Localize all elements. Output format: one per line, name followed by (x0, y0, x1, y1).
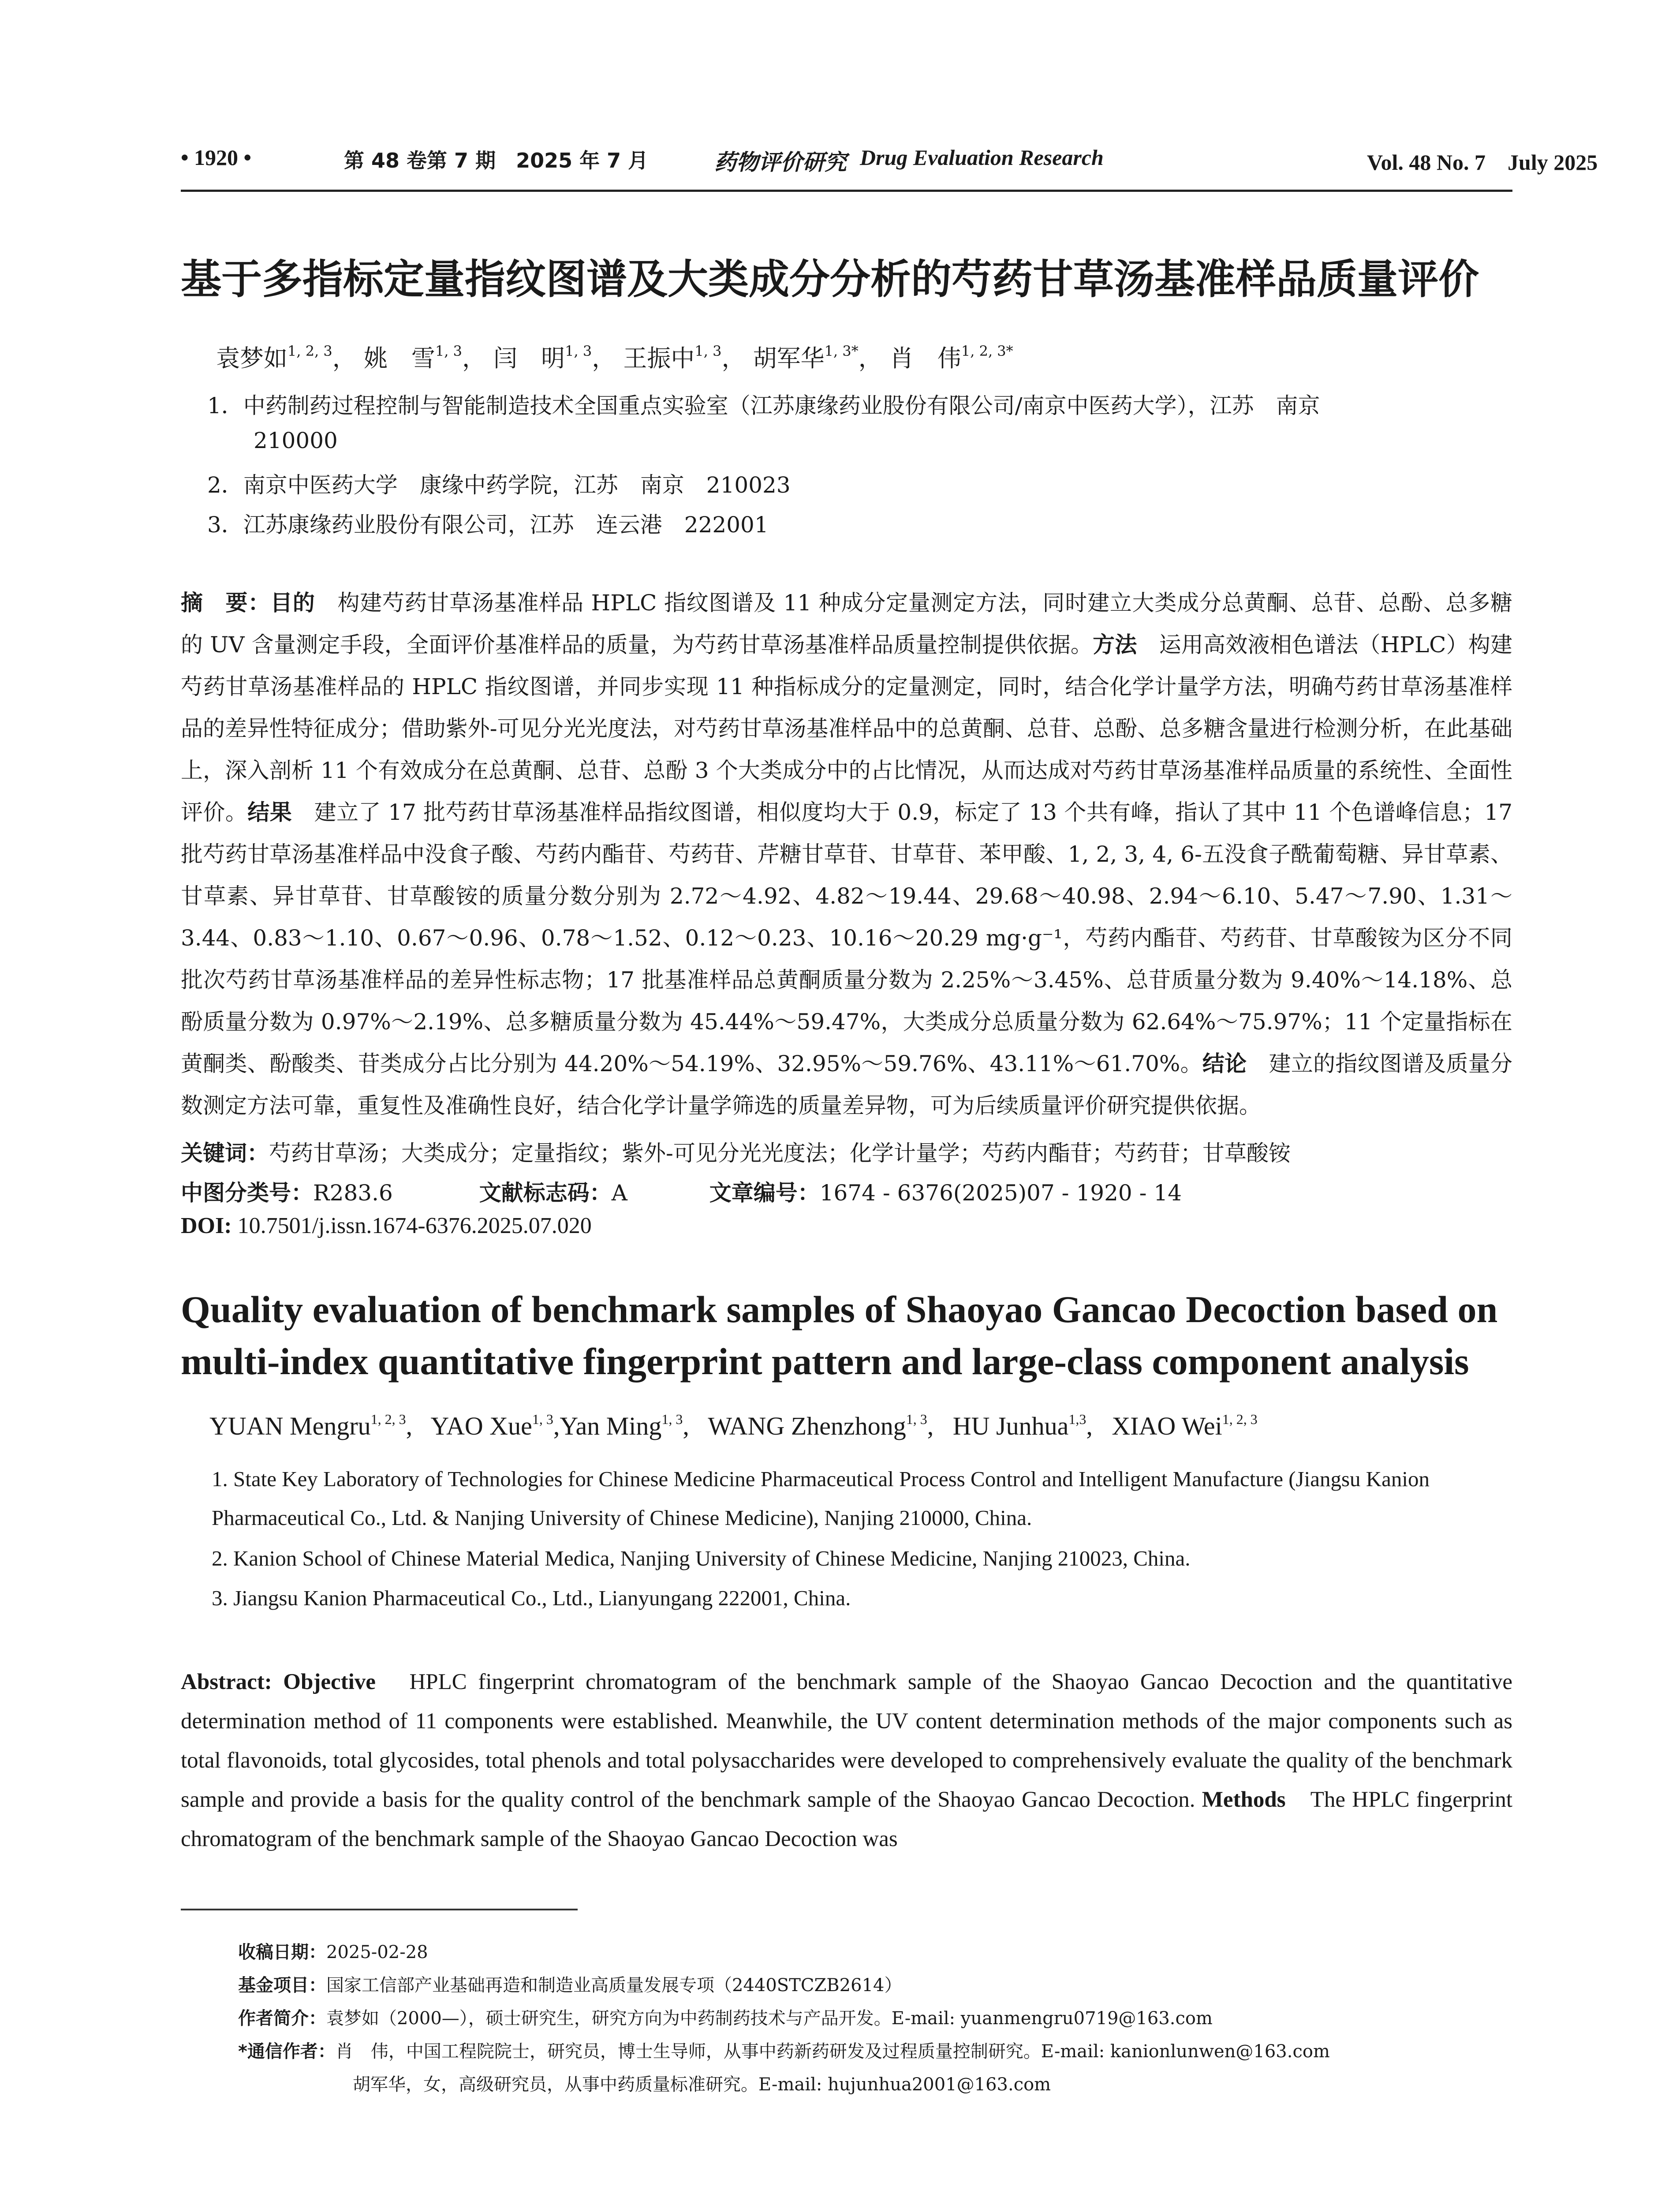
affiliation-en-3: 3. Jiangsu Kanion Pharmaceutical Co., Ltd., Lianyungang 222001, China. (212, 1586, 851, 1610)
doc-code-value: A (611, 1180, 627, 1206)
author-en: YUAN Mengru$^{1, 2, 3}$ (209, 1411, 406, 1440)
footnote-bio: 作者简介：袁梦如（2000—），硕士研究生，研究方向为中药制药技术与产品开发。E-mail: yuanmengru0719@163.com (238, 2008, 1213, 2029)
issue-cn: 第 48 卷第 7 期 2025 年 7 月 (344, 149, 649, 172)
objective-label: 目的 (270, 590, 315, 616)
keywords (181, 1136, 1291, 1167)
footnote-corresponding: *通信作者：肖 伟，中国工程院院士，研究员，博士生导师，从事中药新药研发及过程质量控制研究。E-mail: kanionlunwen@163.com (238, 2041, 1330, 2062)
conclusion-label: 结论 (1202, 1051, 1247, 1076)
conclusion-text: 建立的指纹图谱及质量分数测定方法可靠，重复性及准确性良好，结合化学计量学筛选的质量差异物，可为后续质量评价研究提供依据。 (181, 1051, 1513, 1118)
doi-label: DOI: (181, 1213, 232, 1238)
footnote-divider (181, 1909, 578, 1910)
keywords-text: 芍药甘草汤；大类成分；定量指纹；紫外-可见分光光度法；化学计量学；芍药内酯苷；芍药苷；甘草酸铵 (269, 1140, 1291, 1166)
results-label: 结果 (247, 800, 292, 825)
author-en: YAO Xue$^{1, 3}$ (430, 1411, 553, 1440)
footnote-fund: 基金项目：国家工信部产业基础再造和制造业高质量发展专项（2440STCZB2614） (238, 1975, 902, 1996)
clc-label: 中图分类号： (181, 1180, 313, 1206)
author-en: WANG Zhenzhong$^{1, 3}$ (708, 1411, 927, 1440)
author-en: XIAO Wei$^{1, 2, 3}$ (1112, 1411, 1258, 1440)
objective-en-text: HPLC fingerprint chromatogram of the benchmark sample of the Shaoyao Gancao Decoction and the quantitative determination method of 11 components were established. Meanwhile, the UV content determination methods of the major components such as total flavonoids, total glycosides, total phenols and total polysaccharides were developed to comprehensively evaluate the quality of the benchmark sample and provide a basis for the quality control of the benchmark sample of the Shaoyao Gancao Decoction. (181, 1670, 1513, 1812)
title-en: Quality evaluation of benchmark samples of Shaoyao Gancao Decoction based on multi-index quantitative fingerprint pattern and large-class component analysis (181, 1288, 1498, 1383)
methods-en-label: Methods (1202, 1787, 1286, 1812)
issue-en: Vol. 48 No. 7 July 2025 (1367, 150, 1598, 175)
author-en: HU Junhua$^{1,3}$ (952, 1411, 1086, 1440)
affiliation-cn-1-zip: 210000 (254, 428, 338, 453)
authors-en: YUAN Mengru$^{1, 2, 3}$, YAO Xue$^{1, 3}$,Yan Ming$^{1, 3}$, WANG Zhenzhong$^{1, 3}$, HU Junhua$^{1,3}$, XIAO Wei$^{1, 2, 3}$ (209, 1411, 1258, 1440)
author-en: Yan Ming$^{1, 3}$ (560, 1411, 683, 1440)
doi (181, 1213, 592, 1239)
abstract-label: 摘 要： (181, 590, 271, 616)
authors-cn: 袁梦如$^{1, 2, 3}$， 姚 雪$^{1, 3}$， 闫 明$^{1, 3}$， 王振中$^{1, 3}$， 胡军华$^{1, 3*}$， 肖 伟$^{1, 2, 3*}$ (216, 343, 1013, 372)
author-cn: 王振中$^{1, 3}$ (623, 343, 722, 372)
results-text: 建立了 17 批芍药甘草汤基准样品指纹图谱，相似度均大于 0.9，标定了 13 个共有峰，指认了其中 11 个色谱峰信息；17 批芍药甘草汤基准样品中没食子酸、芍药内酯苷、芍药苷、芹糖甘草苷、甘草苷、苯甲酸、1, 2, 3, 4, 6-五没食子酰葡萄糖、异甘草素、甘草素、异甘草苷、甘草酸铵的质量分数分别为 2.72～4.92、4.82～19.44、29.68～40.98、2.94～6.10、5.47～7.90、1.31～3.44、0.83～1.10、0.67～0.96、0.78～1.52、0.12～0.23、10.16～20.29 mg·g⁻¹，芍药内酯苷、芍药苷、甘草酸铵为区分不同批次芍药甘草汤基准样品的差异性标志物；17 批基准样品总黄酮质量分数为 2.25%～3.45%、总苷质量分数为 9.40%～14.18%、总酚质量分数为 0.97%～2.19%、总多糖质量分数为 45.44%～59.47%，大类成分总质量分数为 62.64%～75.97%；11 个定量指标在黄酮类、酚酸类、苷类成分占比分别为 44.20%～54.19%、32.95%～59.76%、43.11%～61.70%。 (181, 800, 1513, 1076)
page-number: • 1920 • (181, 145, 252, 170)
objective-text: 构建芍药甘草汤基准样品 HPLC 指纹图谱及 11 种成分定量测定方法，同时建立大类成分总黄酮、总苷、总酚、总多糖的 UV 含量测定手段，全面评价基准样品的质量，为芍药甘草汤基准样品质量控制提供依据。 (181, 590, 1513, 658)
methods-label: 方法 (1093, 632, 1137, 658)
author-cn: 袁梦如$^{1, 2, 3}$ (216, 343, 332, 372)
clc-value: R283.6 (313, 1180, 393, 1206)
doi-value: 10.7501/j.issn.1674-6376.2025.07.020 (231, 1213, 592, 1238)
article-no-value: 1674 - 6376(2025)07 - 1920 - 14 (819, 1180, 1182, 1206)
author-cn: 胡军华$^{1, 3*}$ (753, 343, 859, 372)
abstract-en-label: Abstract: Objective (181, 1670, 376, 1694)
article-no-label: 文章编号： (709, 1180, 820, 1206)
doc-code-label: 文献标志码： (479, 1180, 612, 1206)
author-cn: 闫 明$^{1, 3}$ (493, 343, 592, 372)
title-cn: 基于多指标定量指纹图谱及大类成分分析的芍药甘草汤基准样品质量评价 (181, 256, 1479, 303)
author-cn: 姚 雪$^{1, 3}$ (363, 343, 462, 372)
journal-name-cn: 药物评价研究 (714, 149, 847, 175)
abstract-cn (181, 582, 1512, 1127)
affiliation-en-1: 1. State Key Laboratory of Technologies for Chinese Medicine Pharmaceutical Process Control and Intelligent Manufacture (Jiangsu Kanion Pharmaceutical Co., Ltd. & Nanjing University of Chinese Medicine), Nanjing 210000, China. (212, 1467, 1430, 1530)
affiliation-cn-1: 1．中药制药过程控制与智能制造技术全国重点实验室（江苏康缘药业股份有限公司/南京中医药大学），江苏 南京 (207, 393, 1320, 419)
affiliation-cn-2: 2．南京中医药大学 康缘中药学院，江苏 南京 210023 (207, 472, 791, 498)
journal-name-en: Drug Evaluation Research (860, 145, 1104, 170)
classification (181, 1175, 1182, 1207)
methods-en-text: The HPLC fingerprint chromatogram of the benchmark sample of the Shaoyao Gancao Decoction was (181, 1787, 1513, 1851)
abstract-en (181, 1663, 1512, 1859)
footnote-received: 收稿日期：2025-02-28 (238, 1942, 428, 1962)
methods-text: 运用高效液相色谱法（HPLC）构建芍药甘草汤基准样品的 HPLC 指纹图谱，并同步实现 11 种指标成分的定量测定，同时，结合化学计量学方法，明确芍药甘草汤基准样品的差异性特征成分；借助紫外-可见分光光度法，对芍药甘草汤基准样品中的总黄酮、总苷、总酚、总多糖含量进行检测分析，在此基础上，深入剖析 11 个有效成分在总黄酮、总苷、总酚 3 个大类成分中的占比情况，从而达成对芍药甘草汤基准样品质量的系统性、全面性评价。 (181, 632, 1512, 825)
affiliation-en-2: 2. Kanion School of Chinese Material Medica, Nanjing University of Chinese Medicine, Nanjing 210023, China. (212, 1546, 1191, 1570)
footnote-corresponding-2: 胡军华，女，高级研究员，从事中药质量标准研究。E-mail: hujunhua2001@163.com (353, 2074, 1051, 2095)
author-cn: 肖 伟$^{1, 2, 3*}$ (889, 343, 1013, 372)
keywords-label: 关键词： (181, 1140, 269, 1166)
affiliation-cn-3: 3．江苏康缘药业股份有限公司，江苏 连云港 222001 (207, 512, 769, 538)
running-header (181, 141, 1598, 192)
